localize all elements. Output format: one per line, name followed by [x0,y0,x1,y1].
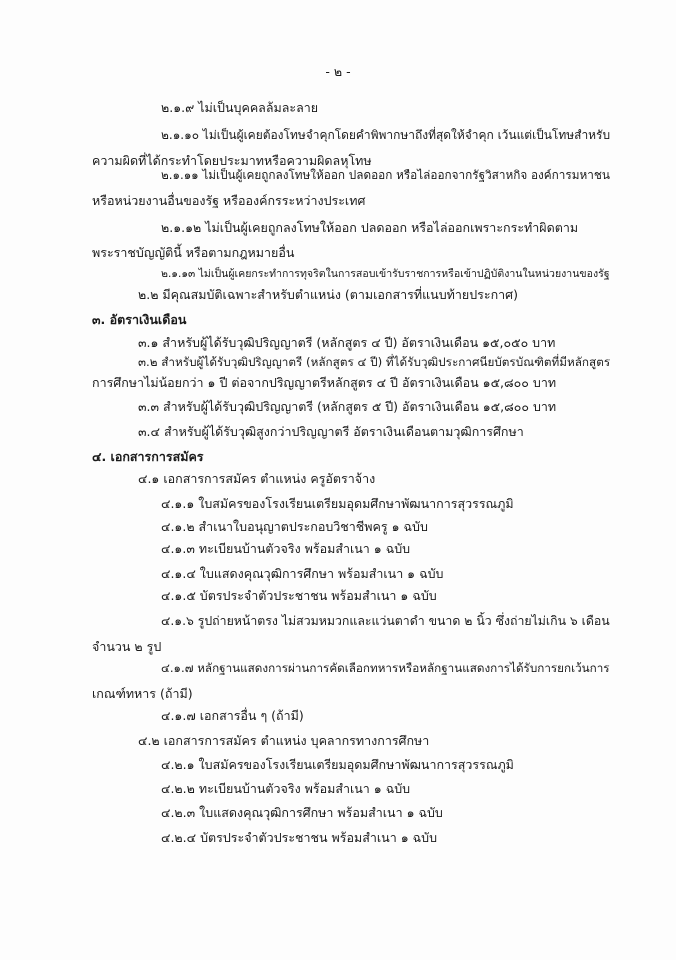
page-number: - ๒ - [325,64,351,79]
clause-3-4: ๓.๔ สำหรับผู้ได้รับวุฒิสูงกว่าปริญญาตรี อัตราเงินเดือนตามวุฒิการศึกษา [138,424,524,439]
clause-2-1-11: ๒.๑.๑๑ ไม่เป็นผู้เคยถูกลงโทษให้ออก ปลดออก หรือไล่ออกจากรัฐวิสาหกิจ องค์การมหาชน [161,168,610,182]
clause-2-2: ๒.๒ มีคุณสมบัติเฉพาะสำหรับตำแหน่ง (ตามเอกสารที่แนบท้ายประกาศ) [138,287,518,302]
clause-4-2-2: ๔.๒.๒ ทะเบียนบ้านตัวจริง พร้อมสำเนา ๑ ฉบับ [161,781,411,796]
clause-4-1-4: ๔.๑.๔ ใบแสดงคุณวุฒิการศึกษา พร้อมสำเนา ๑ ฉบับ [161,566,444,581]
clause-4-1-6: ๔.๑.๖ รูปถ่ายหน้าตรง ไม่สวมหมวกและแว่นตาดำ ขนาด ๒ นิ้ว ซึ่งถ่ายไม่เกิน ๖ เดือน [161,614,610,628]
clause-4-1-2: ๔.๑.๒ สำเนาใบอนุญาตประกอบวิชาชีพครู ๑ ฉบับ [161,519,428,534]
clause-4-1-7b: ๔.๑.๗ เอกสารอื่น ๆ (ถ้ามี) [161,708,304,723]
clause-2-1-12: ๒.๑.๑๒ ไม่เป็นผู้เคยถูกลงโทษให้ออก ปลดออก หรือไล่ออกเพราะกระทำผิดตาม [161,220,579,235]
clause-2-1-10: ๒.๑.๑๐ ไม่เป็นผู้เคยต้องโทษจำคุกโดยคำพิพากษาถึงที่สุดให้จำคุก เว้นแต่เป็นโทษสำหรับ [161,128,611,142]
clause-4-2: ๔.๒ เอกสารการสมัคร ตำแหน่ง บุคลากรทางการศึกษา [138,733,430,748]
clause-4-1-5: ๔.๑.๕ บัตรประจำตัวประชาชน พร้อมสำเนา ๑ ฉบับ [161,588,437,603]
section-4-heading: ๔. เอกสารการสมัคร [92,449,204,464]
clause-2-1-13: ๒.๑.๑๓ ไม่เป็นผู้เคยกระทำการทุจริตในการสอบเข้ารับราชการหรือเข้าปฏิบัติงานในหน่วยงานของรัฐ [161,268,610,280]
clause-4-2-3: ๔.๒.๓ ใบแสดงคุณวุฒิการศึกษา พร้อมสำเนา ๑ ฉบับ [161,805,443,820]
clause-4-1-7-cont: เกณฑ์ทหาร (ถ้ามี) [92,686,193,701]
clause-4-1-3: ๔.๑.๓ ทะเบียนบ้านตัวจริง พร้อมสำเนา ๑ ฉบับ [161,541,411,556]
clause-4-2-1: ๔.๒.๑ ใบสมัครของโรงเรียนเตรียมอุดมศึกษาพัฒนาการสุวรรณภูมิ [161,757,514,772]
clause-4-1-6-cont: จำนวน ๒ รูป [92,639,162,654]
clause-4-1-7: ๔.๑.๗ หลักฐานแสดงการผ่านการคัดเลือกทหารหรือหลักฐานแสดงการได้รับการยกเว้นการ [161,661,610,675]
clause-3-1: ๓.๑ สำหรับผู้ได้รับวุฒิปริญญาตรี (หลักสูตร ๔ ปี) อัตราเงินเดือน ๑๕,๐๕๐ บาท [138,335,556,350]
clause-3-2-cont: การศึกษาไม่น้อยกว่า ๑ ปี ต่อจากปริญญาตรีหลักสูตร ๔ ปี อัตราเงินเดือน ๑๕,๘๐๐ บาท [92,375,557,390]
section-3-heading: ๓. อัตราเงินเดือน [92,312,187,327]
clause-4-1: ๔.๑ เอกสารการสมัคร ตำแหน่ง ครูอัตราจ้าง [138,471,376,486]
clause-2-1-10-cont: ความผิดที่ได้กระทำโดยประมาทหรือความผิดลหุโทษ [92,153,372,168]
clause-4-2-4: ๔.๒.๔ บัตรประจำตัวประชาชน พร้อมสำเนา ๑ ฉบับ [161,830,438,845]
clause-4-1-1: ๔.๑.๑ ใบสมัครของโรงเรียนเตรียมอุดมศึกษาพัฒนาการสุวรรณภูมิ [161,496,514,511]
clause-2-1-11-cont: หรือหน่วยงานอื่นของรัฐ หรือองค์กรระหว่างประเทศ [92,193,366,208]
clause-2-1-12-cont: พระราชบัญญัตินี้ หรือตามกฎหมายอื่น [92,245,295,260]
clause-2-1-9: ๒.๑.๙ ไม่เป็นบุคคลล้มละลาย [161,100,319,115]
clause-3-3: ๓.๓ สำหรับผู้ได้รับวุฒิปริญญาตรี (หลักสูตร ๕ ปี) อัตราเงินเดือน ๑๕,๘๐๐ บาท [138,399,557,414]
clause-3-2: ๓.๒ สำหรับผู้ได้รับวุฒิปริญญาตรี (หลักสูตร ๔ ปี) ที่ได้รับวุฒิประกาศนียบัตรบัณฑิตที่มีหลักสูตร [138,355,611,369]
